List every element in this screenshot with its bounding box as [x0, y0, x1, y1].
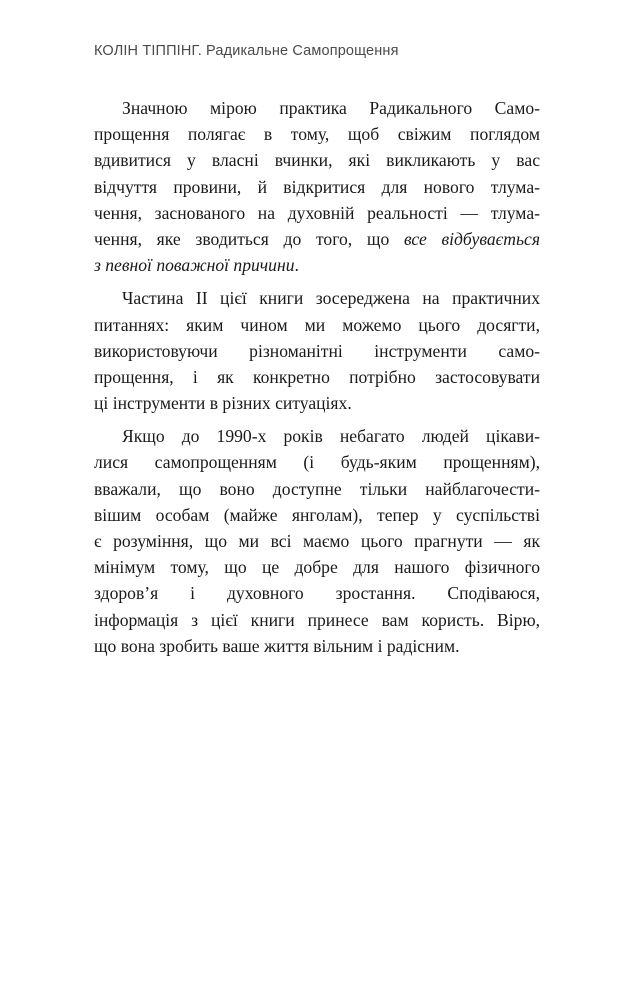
paragraph-line: здоров’я і духовного зростання. Сподіваюся,: [94, 583, 540, 604]
running-head: КОЛІН ТІППІНГ. Радикальне Самопрощення: [94, 43, 399, 59]
line-text: чення, яке зводиться до того, що: [94, 228, 404, 249]
paragraph-line: прощення полягає в тому, щоб свіжим поглядом: [94, 124, 540, 145]
paragraph-line: вдивитися у власні вчинки, які викликають у вас: [94, 150, 540, 171]
paragraph-line: питаннях: яким чином ми можемо цього досягти,: [94, 314, 540, 335]
paragraph-line: чення, заснованого на духовній реальності — тлума-: [94, 202, 540, 223]
italic-text: все відбувається: [403, 228, 541, 249]
paragraph-line: що вона зробить ваше життя вільним і радісним.: [94, 635, 460, 656]
paragraph-line: використовуючи різноманітні інструменти само-: [94, 340, 540, 361]
paragraph-1: [94, 95, 540, 278]
paragraph-line: прощення, і як конкретно потрібно застосовувати: [94, 366, 540, 387]
paragraph-line: вважали, що воно доступне тільки найблагочести-: [94, 478, 540, 499]
paragraph-line: мінімум тому, що це добре для нашого фізичного: [94, 557, 540, 578]
paragraph-line: є розуміння, що ми всі маємо цього прагнути — як: [94, 531, 540, 551]
paragraph-line: вішим особам (майже янголам), тепер у суспільстві: [94, 504, 540, 525]
paragraph-line: Якщо до 1990-х років небагато людей цікави-: [122, 426, 540, 447]
paragraph-line: Частина II цієї книги зосереджена на практичних: [122, 288, 540, 309]
italic-text: з певної поважної причини: [94, 255, 295, 276]
paragraph-3: [94, 423, 540, 659]
paragraph-2: [94, 285, 540, 416]
paragraph-line: Значною мірою практика Радикального Само-: [122, 98, 540, 118]
end-punctuation: .: [294, 255, 299, 276]
paragraph-line: ці інструменти в різних ситуаціях.: [94, 393, 352, 414]
paragraph-line: лися самопрощенням (і будь-яким прощенням),: [94, 452, 540, 473]
paragraph-line-italic: [94, 252, 540, 278]
paragraph-line-mixed: [94, 226, 540, 252]
paragraph-line: відчуття провини, й відкритися для нового тлума-: [94, 176, 540, 197]
paragraph-line: інформація з цієї книги принесе вам користь. Вірю,: [94, 609, 540, 630]
body-text: [94, 95, 540, 659]
